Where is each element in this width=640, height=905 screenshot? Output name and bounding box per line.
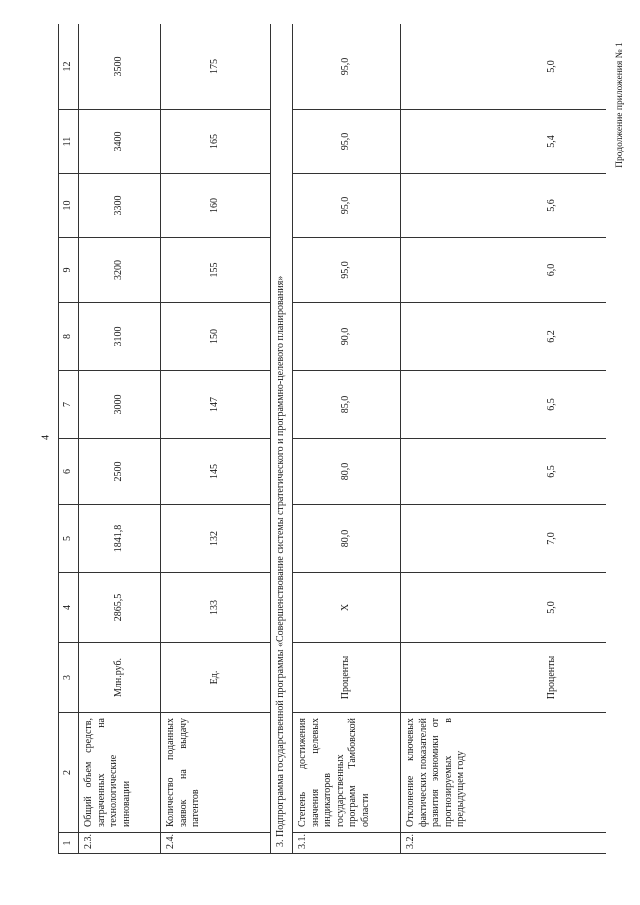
indicator-name: Степень достижения значения целевых индикаторов государственных программ Тамбовской области (293, 713, 401, 833)
column-header: 1 (59, 833, 79, 854)
indicators-table (58, 24, 606, 854)
value-cell: 155 (161, 238, 271, 303)
value-cell: 3200 (79, 238, 161, 303)
column-number-row (59, 24, 79, 854)
row-code: 2.3. (79, 833, 161, 854)
page-number: 4 (40, 435, 52, 440)
value-cell: 5,4 (401, 110, 607, 174)
value-cell: 5,6 (401, 174, 607, 238)
column-header: 7 (59, 371, 79, 439)
value-cell: 6,0 (401, 238, 607, 303)
appendix-label: Продолжение приложения № 1 (615, 42, 625, 168)
value-cell: 95,0 (293, 238, 401, 303)
value-cell: 150 (161, 303, 271, 371)
value-cell: 80,0 (293, 505, 401, 573)
section-row (271, 24, 293, 854)
value-cell: 1841,8 (79, 505, 161, 573)
section-title: 3. Подпрограмма государственной программы «Совершенствование системы стратегического и программно-целевого планирования» (271, 24, 293, 854)
value-cell: 95,0 (293, 174, 401, 238)
value-cell: 3500 (79, 24, 161, 110)
value-cell: 160 (161, 174, 271, 238)
value-cell: 133 (161, 573, 271, 643)
column-header: 2 (59, 713, 79, 833)
rotated-table-frame (58, 24, 606, 854)
value-cell: 132 (161, 505, 271, 573)
value-cell: 90,0 (293, 303, 401, 371)
value-cell: 175 (161, 24, 271, 110)
value-cell: 6,2 (401, 303, 607, 371)
value-cell: 3300 (79, 174, 161, 238)
value-cell: 6,5 (401, 439, 607, 505)
column-header: 11 (59, 110, 79, 174)
value-cell: 5,0 (401, 573, 607, 643)
column-header: 4 (59, 573, 79, 643)
value-cell: Х (293, 573, 401, 643)
value-cell: 3100 (79, 303, 161, 371)
value-cell: 3400 (79, 110, 161, 174)
value-cell: 3000 (79, 371, 161, 439)
table-row (161, 24, 271, 854)
unit-cell: Ед. (161, 643, 271, 713)
value-cell: 2865,5 (79, 573, 161, 643)
table-row (79, 24, 161, 854)
value-cell: 95,0 (293, 24, 401, 110)
unit-cell: Млн.руб. (79, 643, 161, 713)
column-header: 8 (59, 303, 79, 371)
column-header: 5 (59, 505, 79, 573)
value-cell: 85,0 (293, 371, 401, 439)
unit-cell: Проценты (293, 643, 401, 713)
column-header: 10 (59, 174, 79, 238)
table-sheet (58, 24, 606, 854)
table-row (293, 24, 401, 854)
unit-cell: Проценты (401, 643, 607, 713)
indicator-name: Количество поданных заявок на выдачу патентов (161, 713, 271, 833)
value-cell: 7,0 (401, 505, 607, 573)
value-cell: 165 (161, 110, 271, 174)
value-cell: 145 (161, 439, 271, 505)
value-cell: 2500 (79, 439, 161, 505)
table-row (401, 24, 607, 854)
column-header: 9 (59, 238, 79, 303)
row-code: 3.2. (401, 833, 607, 854)
indicator-name: Отклонение ключевых фактических показателей развития экономики от прогнозируемых в предыдущем году (401, 713, 607, 833)
column-header: 3 (59, 643, 79, 713)
row-code: 2.4. (161, 833, 271, 854)
value-cell: 80,0 (293, 439, 401, 505)
value-cell: 5,0 (401, 24, 607, 110)
indicator-name: Общий объем средств, затраченных на технологические инновации (79, 713, 161, 833)
value-cell: 6,5 (401, 371, 607, 439)
value-cell: 147 (161, 371, 271, 439)
column-header: 12 (59, 24, 79, 110)
row-code: 3.1. (293, 833, 401, 854)
value-cell: 95,0 (293, 110, 401, 174)
column-header: 6 (59, 439, 79, 505)
